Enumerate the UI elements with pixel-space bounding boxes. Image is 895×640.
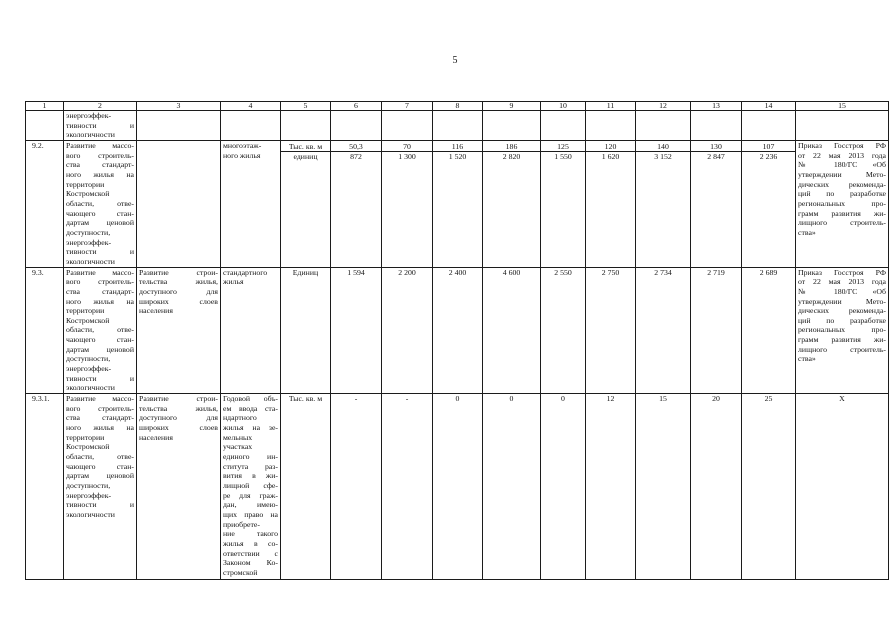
value-cell: 2 750	[586, 267, 636, 394]
value-count: 2 847	[707, 152, 725, 161]
value-count: 3 152	[654, 152, 672, 161]
value-cell: 4 600	[483, 267, 541, 394]
column-number: 11	[586, 102, 636, 111]
empty-cell	[433, 111, 483, 141]
value-count: 872	[350, 152, 362, 161]
empty-cell	[281, 111, 331, 141]
column-number: 8	[433, 102, 483, 111]
source-cell: Приказ Госстроя РФ от 22 мая 2013 года № 180/ГС «Об утверждении Мето- дических рекоменда- ций по разработке региональных про- грамм развития жи- лищного строитель- ства»	[796, 267, 889, 394]
program-name-cell: Развитие массо- вого строитель- ства стандарт- ного жилья на территории Костромской области, отве- чающего стан- дартам ценовой доступности, энергоэффек- тивности и экологичности	[64, 267, 137, 394]
value-count: 1 520	[448, 152, 467, 161]
value-count: 1 300	[398, 152, 416, 161]
column-number: 2	[64, 102, 137, 111]
column-number: 13	[691, 102, 742, 111]
value-cell: 15	[636, 394, 691, 580]
value-area: 107	[742, 141, 795, 152]
value-area: 50,3	[331, 141, 381, 152]
value-area: 125	[541, 141, 585, 152]
column-number: 14	[742, 102, 796, 111]
row-number-cell: 9.3.1.	[26, 394, 64, 580]
value-cell: 12	[586, 394, 636, 580]
column-number: 10	[541, 102, 586, 111]
value-area: 120	[586, 141, 635, 152]
program-name-cell: Развитие массо- вого строитель- ства стандарт- ного жилья на территории Костромской области, отве- чающего стан- дартам ценовой доступности, энергоэффек- тивности и экологичности	[64, 394, 137, 580]
indicator-cell: многоэтаж- ного жилья	[221, 141, 281, 268]
value-area: 186	[483, 141, 540, 152]
table-row	[26, 267, 889, 394]
value-cell	[691, 141, 742, 268]
value-cell: 2 400	[433, 267, 483, 394]
value-cell: 0	[433, 394, 483, 580]
program-name-cell: энергоэффек- тивности и экологичности	[64, 111, 137, 141]
empty-cell	[221, 111, 281, 141]
column-number: 12	[636, 102, 691, 111]
value-cell: 0	[541, 394, 586, 580]
value-cell: 2 734	[636, 267, 691, 394]
empty-cell	[742, 111, 796, 141]
value-cell: 2 550	[541, 267, 586, 394]
empty-cell	[586, 111, 636, 141]
page-number: 5	[452, 55, 458, 66]
value-cell	[331, 141, 382, 268]
unit-area: Тыс. кв. м	[281, 141, 330, 152]
column-number: 15	[796, 102, 889, 111]
value-cell: 1 594	[331, 267, 382, 394]
direction-cell: Развитие строи- тельства жилья, доступного для широких слоев населения	[137, 394, 221, 580]
unit-cell: Единиц	[281, 267, 331, 394]
row-number-cell: 9.3.	[26, 267, 64, 394]
value-cell	[483, 141, 541, 268]
empty-cell	[483, 111, 541, 141]
direction-cell	[137, 141, 221, 268]
table-row	[26, 111, 889, 141]
column-number: 5	[281, 102, 331, 111]
row-number-cell: 9.2.	[26, 141, 64, 268]
empty-cell	[382, 111, 433, 141]
unit-cell	[281, 141, 331, 268]
empty-cell	[636, 111, 691, 141]
value-count: 1 550	[554, 152, 572, 161]
direction-cell: Развитие строи- тельства жилья, доступного для широких слоев населения	[137, 267, 221, 394]
column-number: 4	[221, 102, 281, 111]
value-cell: 2 719	[691, 267, 742, 394]
value-area: 116	[433, 141, 482, 152]
value-area: 70	[382, 141, 432, 152]
value-cell	[541, 141, 586, 268]
value-count: 2 820	[502, 152, 521, 161]
column-number-row	[26, 102, 889, 111]
table-row	[26, 394, 889, 580]
value-cell	[636, 141, 691, 268]
column-number: 6	[331, 102, 382, 111]
value-count: 1 620	[601, 152, 620, 161]
indicator-cell: стандартного жилья	[221, 267, 281, 394]
program-name-cell: Развитие массо- вого строитель- ства стандарт- ного жилья на территории Костромской области, отве- чающего стан- дартам ценовой доступности, энергоэффек- тивности и экологичности	[64, 141, 137, 268]
value-area: 140	[636, 141, 690, 152]
value-cell	[433, 141, 483, 268]
empty-cell	[26, 111, 64, 141]
unit-count: единиц	[293, 152, 318, 161]
value-cell: -	[331, 394, 382, 580]
value-area: 130	[691, 141, 741, 152]
value-cell	[382, 141, 433, 268]
value-cell	[742, 141, 796, 268]
unit-cell: Тыс. кв. м	[281, 394, 331, 580]
indicator-cell: Годовой объ- ем ввода ста- ндартного жилья на зе- мельных участках единого ин- ститута раз- вития в жи- лищной сфе- ре для граж- дан, имею- щих право на приобрете- ние такого жилья в со- ответствии с Законом Ко- стромской	[221, 394, 281, 580]
empty-cell	[796, 111, 889, 141]
value-cell: 2 200	[382, 267, 433, 394]
value-cell: 0	[483, 394, 541, 580]
column-number: 1	[26, 102, 64, 111]
value-cell: 20	[691, 394, 742, 580]
value-cell	[586, 141, 636, 268]
value-cell: -	[382, 394, 433, 580]
empty-cell	[541, 111, 586, 141]
column-number: 9	[483, 102, 541, 111]
source-cell: Х	[796, 394, 889, 580]
value-cell: 2 689	[742, 267, 796, 394]
empty-cell	[331, 111, 382, 141]
empty-cell	[691, 111, 742, 141]
indicators-table	[25, 101, 889, 580]
column-number: 7	[382, 102, 433, 111]
value-count: 2 236	[759, 152, 778, 161]
empty-cell	[137, 111, 221, 141]
source-cell: Приказ Госстроя РФ от 22 мая 2013 года № 180/ГС «Об утверждении Мето- дических рекоменда- ций по разработке региональных про- грамм развития жи- лищного строитель- ства»	[796, 141, 889, 268]
column-number: 3	[137, 102, 221, 111]
value-cell: 25	[742, 394, 796, 580]
table-row	[26, 141, 889, 268]
